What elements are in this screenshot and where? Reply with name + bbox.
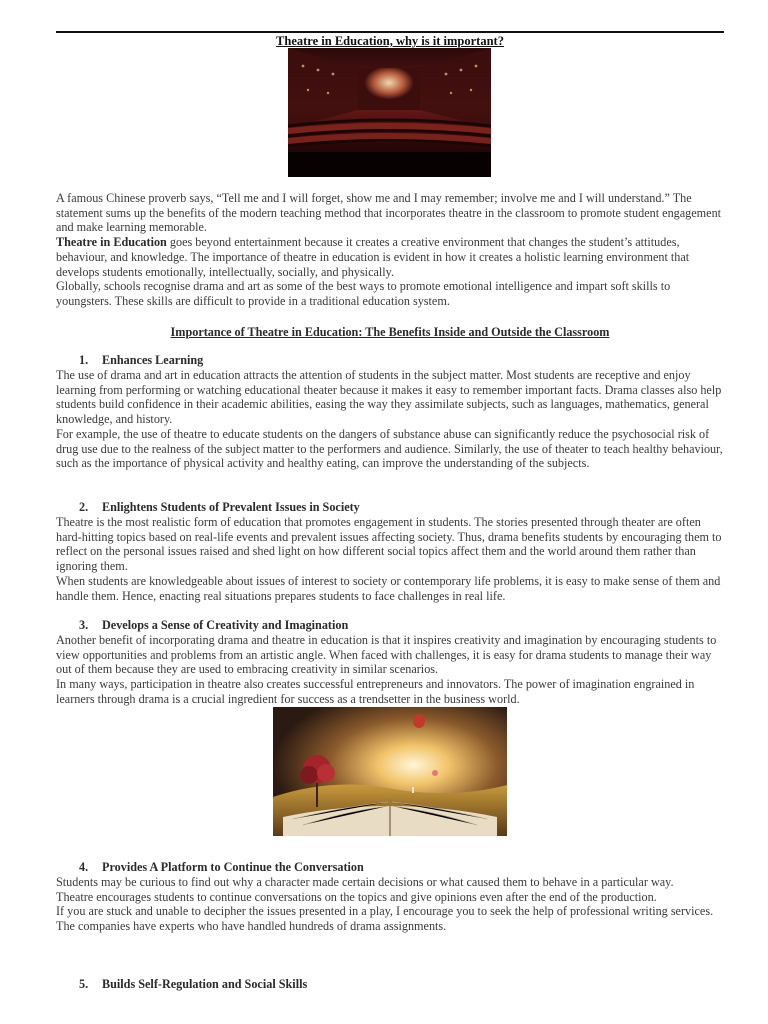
section-4-title: Provides A Platform to Continue the Conversation	[102, 860, 364, 874]
section-4-number: 4.	[79, 860, 89, 874]
section-4-heading	[79, 860, 364, 875]
theatre-auditorium-image	[288, 48, 491, 177]
imagination-book-image	[273, 707, 507, 836]
top-rule	[56, 31, 724, 33]
section-3-body	[56, 633, 724, 707]
section-4-body	[56, 875, 724, 934]
section-1-paragraph-2: For example, the use of theatre to educate students on the dangers of substance abuse can significantly reduce the psychosocial risk of drug use due to the realness of the subject matter to the performers and audience. Similarly, the use of theater to teach healthy behaviour, such as the importance of physical activity and healthy eating, can improve the understanding of the subjects.	[56, 426, 723, 471]
section-2-paragraph-2: When students are knowledgeable about issues of interest to society or contemporary life problems, it is easy to make sense of them and handle them. Hence, enacting real situations prepares students to face challenges in real life.	[56, 573, 721, 603]
section-3-paragraph-2: In many ways, participation in theatre also creates successful entrepreneurs and innovators. The power of imagination engrained in learners through drama is a crucial ingredient for success as a trendsetter in the business world.	[56, 677, 695, 706]
section-2-title: Enlightens Students of Prevalent Issues in Society	[102, 500, 360, 514]
section-3-number: 3.	[79, 618, 89, 632]
section-subheading: Importance of Theatre in Education: The Benefits Inside and Outside the Classroom	[170, 325, 610, 339]
section-5-number: 5.	[79, 977, 89, 991]
open-book-fantasy-illustration	[273, 707, 507, 836]
section-2-heading	[79, 500, 360, 515]
section-1-paragraph-1: The use of drama and art in education attracts the attention of students in the subject matter. Most students are receptive and enjoy learning from performing or watching educational theater because it makes it easy to remember important facts. Drama classes also help students build confidence in their academic abilities, easing the way they assimilate subjects, such as languages, mathematics, general knowledge, and history.	[56, 368, 722, 427]
intro-paragraph-2-rest: goes beyond entertainment because it creates a creative environment that changes the student’s attitudes, behaviour, and knowledge. The importance of theatre in education is evident in how it creates a holistic learning environment that develops students emotionally, intellectually, socially, and physically.	[56, 235, 690, 279]
intro-text	[56, 191, 724, 309]
section-1-body	[56, 368, 724, 471]
intro-paragraph-2	[56, 235, 724, 279]
theatre-auditorium-illustration	[288, 48, 491, 177]
section-4-paragraph-2: Theatre encourages students to continue conversations on the topics and give opinions even after the end of the production.	[56, 889, 657, 904]
intro-paragraph-3: Globally, schools recognise drama and art as some of the best ways to promote emotional intelligence and impart soft skills to youngsters. These skills are difficult to provide in a traditional education system.	[56, 279, 671, 308]
page-title: Theatre in Education, why is it important?	[276, 34, 504, 48]
section-2-paragraph-1: Theatre is the most realistic form of education that promotes engagement in students. The stories presented through theater are often hard-hitting topics based on real-life events and prevalent issues affecting society. Thus, drama benefits students by encouraging them to reflect on the personal issues raised and shed light on how different social topics affect them and the world around them rather than ignoring them.	[56, 515, 722, 574]
section-1-number: 1.	[79, 353, 89, 367]
intro-paragraph-1: A famous Chinese proverb says, “Tell me and I will forget, show me and I may remember; involve me and I will understand.” The statement sums up the benefits of the modern teaching method that incorporates theatre in the classroom to promote student engagement and make learning memorable.	[56, 191, 722, 235]
section-5-title: Builds Self-Regulation and Social Skills	[102, 977, 308, 991]
section-1-heading	[79, 353, 203, 368]
intro-bold-phrase: Theatre in Education	[56, 235, 167, 250]
section-2-body	[56, 515, 724, 603]
section-4-paragraph-1: Students may be curious to find out why a character made certain decisions or what caused them to behave in a particular way.	[56, 875, 674, 889]
section-4-paragraph-3: If you are stuck and unable to decipher the issues presented in a play, I encourage you to seek the help of professional writing services. The companies have experts who have handled hundreds of drama assignments.	[56, 904, 714, 934]
section-1-title: Enhances Learning	[102, 353, 204, 367]
section-5-heading	[79, 977, 307, 992]
section-3-paragraph-1: Another benefit of incorporating drama and theatre in education is that it inspires creativity and imagination by encouraging students to view opportunities and problems from an artistic angle. When faced with challenges, it is easy for drama students to manage their way out of them because they are used to embracing creativity in similar scenarios.	[56, 633, 717, 677]
section-3-title: Develops a Sense of Creativity and Imagination	[102, 618, 349, 632]
section-2-number: 2.	[79, 500, 89, 514]
section-3-heading	[79, 618, 348, 633]
